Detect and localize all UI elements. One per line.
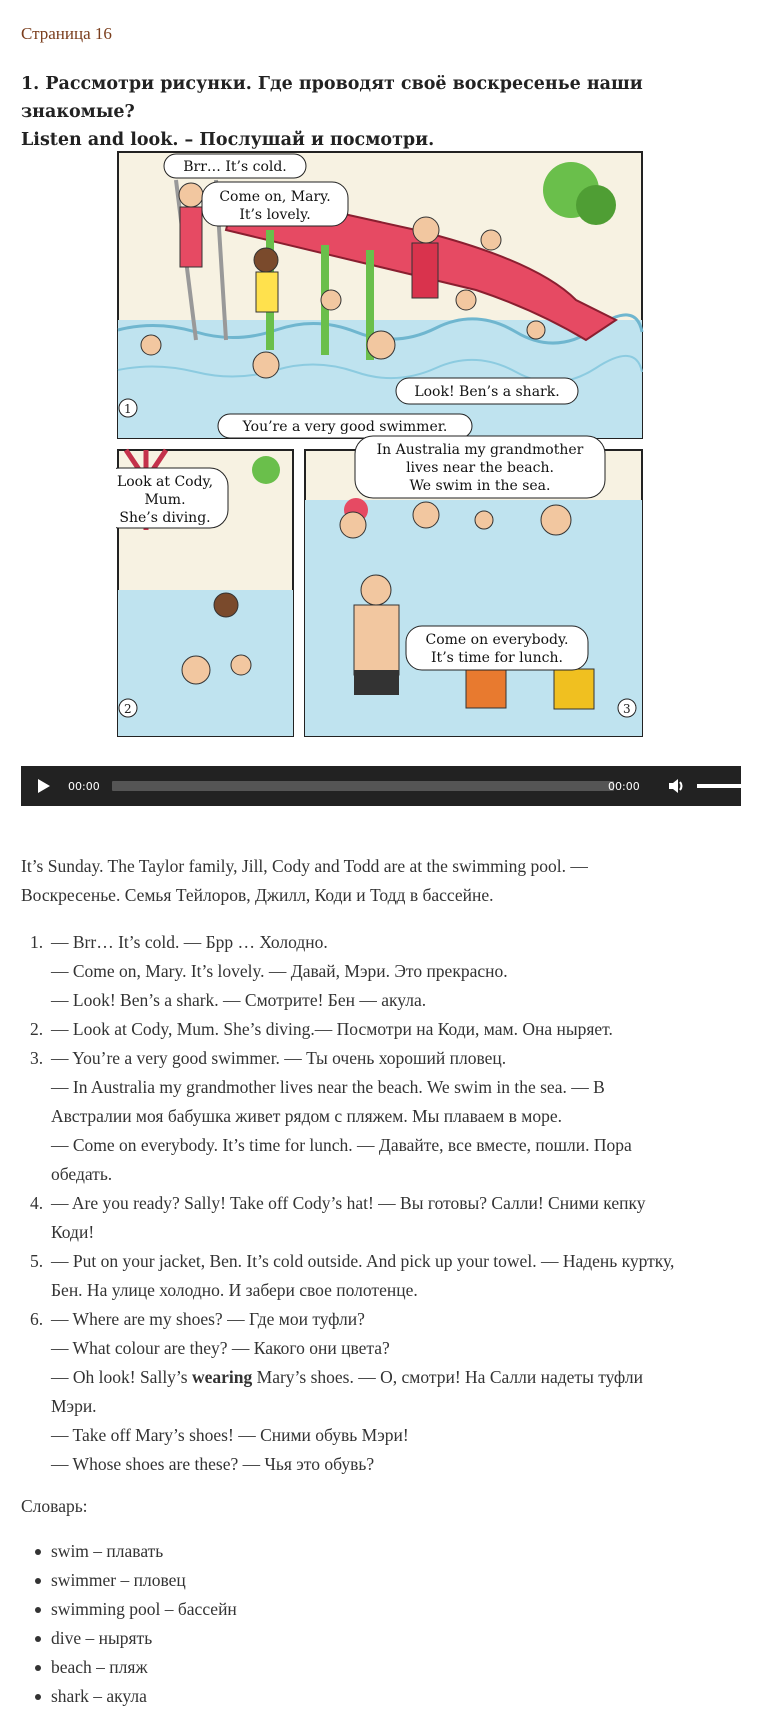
volume-icon[interactable] xyxy=(667,776,687,796)
task-line-2: Listen and look. – Послушай и посмотри. xyxy=(21,130,435,150)
task-line-1: 1. Рассмотри рисунки. Где проводят своё воскресенье наши знакомые? xyxy=(21,74,643,122)
bubble-lunch xyxy=(406,626,588,670)
task-heading xyxy=(21,70,741,154)
list-item: 3. — You’re a very good swimmer. — Ты очень хороший пловец. — In Australia my grandmother lives near the beach. We swim in the sea. — В Австралии моя бабушка живет рядом с пляжем. Мы плаваем в море. — Come on everybody. It’s time for lunch. — Давайте, все вместе, пошли. Пора обедать. xyxy=(30,1048,632,1184)
audio-current-time: 00:00 xyxy=(68,780,100,793)
volume-slider[interactable] xyxy=(697,784,747,788)
vocab-item: shark – акула xyxy=(21,1682,746,1711)
vocab-item: beach – пляж xyxy=(21,1653,746,1682)
textbook-illustration xyxy=(116,150,644,738)
svg-text:Come on, Mary.: Come on, Mary. xyxy=(219,189,331,205)
list-item: 2. — Look at Cody, Mum. She’s diving.— Посмотри на Коди, мам. Она ныряет. xyxy=(30,1019,613,1039)
play-icon[interactable] xyxy=(33,776,53,796)
svg-text:You’re a very good swimmer.: You’re a very good swimmer. xyxy=(242,419,448,435)
bubble-cody xyxy=(116,468,228,528)
panel-1-number: 1 xyxy=(124,402,132,416)
bubble-australia xyxy=(355,436,605,498)
panel-3-number: 3 xyxy=(623,702,631,716)
svg-text:Look at Cody,: Look at Cody, xyxy=(116,474,214,490)
panel-2-number: 2 xyxy=(124,702,132,716)
svg-text:Come on everybody.: Come on everybody. xyxy=(425,632,569,648)
svg-text:Brr… It’s cold.: Brr… It’s cold. xyxy=(183,159,287,175)
vocab-item: swimming pool – бассейн xyxy=(21,1595,746,1624)
svg-text:We swim in the sea.: We swim in the sea. xyxy=(409,478,551,494)
bubble-come-on-mary xyxy=(202,182,348,226)
svg-text:It’s lovely.: It’s lovely. xyxy=(239,207,311,223)
vocab-item: swim – плавать xyxy=(21,1537,746,1566)
vocab-title: Словарь: xyxy=(21,1496,88,1516)
vocab-item: swimmer – пловец xyxy=(21,1566,746,1595)
bubble-brr xyxy=(164,154,306,178)
list-item: 6. — Where are my shoes? — Где мои туфли? — What colour are they? — Какого они цвета? — Oh look! Sally’s wearing Mary’s shoes. — О, смотри! На Салли надеты туфли Мэри. — Take off Mary’s shoes! — Сними обувь Мэри! — Whose shoes are these? — Чья это обувь? xyxy=(21,1305,746,1479)
list-item: 4. — Are you ready? Sally! Take off Cody’s hat! — Вы готовы? Салли! Сними кепку Коди! xyxy=(30,1193,646,1242)
list-item: 5. — Put on your jacket, Ben. It’s cold outside. And pick up your towel. — Надень куртку, Бен. На улице холодно. И забери свое полотенце. xyxy=(30,1251,675,1300)
svg-text:lives near the beach.: lives near the beach. xyxy=(406,460,554,476)
intro-line-2: Воскресенье. Семья Тейлоров, Джилл, Коди и Тодд в бассейне. xyxy=(21,885,494,905)
page-link[interactable]: Страница 16 xyxy=(21,24,112,43)
wearing-line: — Oh look! Sally’s wearing Mary’s shoes. — О, смотри! На Салли надеты туфли xyxy=(51,1367,643,1387)
intro-paragraph xyxy=(21,852,746,910)
svg-text:Look! Ben’s a shark.: Look! Ben’s a shark. xyxy=(414,384,560,400)
dialogue-list xyxy=(21,928,746,1479)
audio-player xyxy=(21,766,741,806)
bubble-swimmer xyxy=(218,414,472,438)
svg-text:It’s time for lunch.: It’s time for lunch. xyxy=(431,650,563,666)
svg-text:She’s diving.: She’s diving. xyxy=(119,510,211,526)
vocab-list xyxy=(21,1537,746,1711)
audio-progress-bar[interactable] xyxy=(112,781,614,791)
list-item: 1. — Brr… It’s cold. — Брр … Холодно. — Come on, Mary. It’s lovely. — Давай, Мэри. Это прекрасно. — Look! Ben’s a shark. — Смотрите! Бен — акула. xyxy=(30,932,508,1010)
audio-duration: 00:00 xyxy=(608,780,640,793)
vocab-item: dive – нырять xyxy=(21,1624,746,1653)
intro-line-1: It’s Sunday. The Taylor family, Jill, Cody and Todd are at the swimming pool. — xyxy=(21,856,588,876)
bubble-look-ben xyxy=(396,378,578,404)
svg-text:Mum.: Mum. xyxy=(144,492,186,508)
svg-text:In Australia my grandmother: In Australia my grandmother xyxy=(376,442,584,458)
